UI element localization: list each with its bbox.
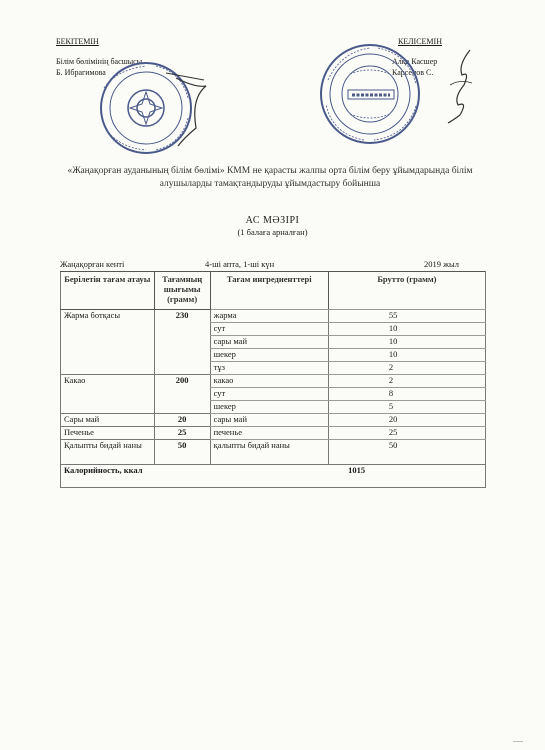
cell-ingredient: сары май bbox=[210, 414, 328, 427]
document-title: АС МӘЗІРІ bbox=[245, 215, 300, 226]
approval-right-position: Алқа Касшер bbox=[392, 57, 438, 66]
cell-ingredient: шекер bbox=[210, 401, 328, 414]
approval-right-heading: КЕЛІСЕМІН bbox=[398, 37, 442, 46]
calorie-label: Калорийность, ккал bbox=[61, 465, 155, 488]
header-brutto: Брутто (грамм) bbox=[328, 272, 485, 310]
header-dish: Берілетін тағам атауы bbox=[61, 272, 155, 310]
cell-yield bbox=[154, 388, 210, 401]
cell-dish bbox=[61, 349, 155, 362]
page-edge-mark bbox=[513, 741, 523, 744]
table-row bbox=[61, 440, 486, 465]
cell-dish: Печенье bbox=[61, 427, 155, 440]
calorie-row bbox=[61, 465, 486, 488]
approval-left-name: Б. Ибрагимова bbox=[56, 68, 106, 77]
cell-brutto: 20 bbox=[328, 414, 485, 427]
cell-dish: Жарма ботқасы bbox=[61, 310, 155, 323]
official-seal-left bbox=[96, 58, 211, 158]
cell-dish: Қалыпты бидай наны bbox=[61, 440, 155, 465]
cell-brutto: 55 bbox=[328, 310, 485, 323]
header-yield: Тағамның шығымы (грамм) bbox=[154, 272, 210, 310]
cell-brutto: 50 bbox=[328, 440, 485, 465]
handwritten-signature bbox=[440, 45, 480, 130]
table-body bbox=[61, 310, 486, 488]
approval-right-name: Карсенов С. bbox=[392, 68, 434, 77]
cell-yield bbox=[154, 401, 210, 414]
cell-yield bbox=[154, 336, 210, 349]
table-row bbox=[61, 323, 486, 336]
approval-left-position: Білім бөлімінің басшысы bbox=[56, 57, 143, 66]
official-seal-right bbox=[316, 40, 426, 148]
cell-ingredient: сары май bbox=[210, 336, 328, 349]
cell-brutto: 10 bbox=[328, 323, 485, 336]
table-row bbox=[61, 388, 486, 401]
cell-yield bbox=[154, 349, 210, 362]
cell-ingredient: сут bbox=[210, 323, 328, 336]
cell-dish bbox=[61, 362, 155, 375]
cell-dish bbox=[61, 323, 155, 336]
header-ingredient: Тағам ингредиенттері bbox=[210, 272, 328, 310]
cell-ingredient: какао bbox=[210, 375, 328, 388]
meta-place: Жаңақорған кенті bbox=[60, 259, 125, 269]
calorie-value: 1015 bbox=[154, 465, 485, 488]
cell-dish bbox=[61, 388, 155, 401]
cell-yield bbox=[154, 323, 210, 336]
document-heading: «Жаңақорған ауданының білім бөлімі» КММ не қарасты жалпы орта білім беру ұйымдарында білім алушыларды тамақтандыруды ұйымдастыру бойынша bbox=[67, 166, 473, 189]
cell-brutto: 10 bbox=[328, 336, 485, 349]
cell-brutto: 8 bbox=[328, 388, 485, 401]
document-subtitle: (1 балаға арналған) bbox=[237, 227, 308, 237]
cell-ingredient: жарма bbox=[210, 310, 328, 323]
cell-ingredient: қалыпты бидай наны bbox=[210, 440, 328, 465]
table-row bbox=[61, 362, 486, 375]
table-row bbox=[61, 427, 486, 440]
cell-dish bbox=[61, 401, 155, 414]
cell-brutto: 2 bbox=[328, 362, 485, 375]
menu-table bbox=[60, 271, 486, 488]
meta-week-day: 4-ші апта, 1-ші күн bbox=[205, 259, 275, 269]
cell-ingredient: сут bbox=[210, 388, 328, 401]
cell-brutto: 25 bbox=[328, 427, 485, 440]
table-row bbox=[61, 401, 486, 414]
cell-yield: 230 bbox=[154, 310, 210, 323]
cell-brutto: 5 bbox=[328, 401, 485, 414]
cell-yield: 25 bbox=[154, 427, 210, 440]
cell-brutto: 10 bbox=[328, 349, 485, 362]
table-row bbox=[61, 336, 486, 349]
cell-ingredient: шекер bbox=[210, 349, 328, 362]
table-header-row bbox=[61, 272, 486, 310]
table-row bbox=[61, 375, 486, 388]
cell-yield: 20 bbox=[154, 414, 210, 427]
cell-yield: 50 bbox=[154, 440, 210, 465]
cell-dish: Какао bbox=[61, 375, 155, 388]
meta-year: 2019 жыл bbox=[424, 259, 459, 269]
cell-ingredient: тұз bbox=[210, 362, 328, 375]
approval-left-heading: БЕКІТЕМІН bbox=[56, 37, 99, 46]
table-row bbox=[61, 414, 486, 427]
cell-yield bbox=[154, 362, 210, 375]
cell-dish bbox=[61, 336, 155, 349]
cell-dish: Сары май bbox=[61, 414, 155, 427]
cell-yield: 200 bbox=[154, 375, 210, 388]
cell-ingredient: печенье bbox=[210, 427, 328, 440]
table-row bbox=[61, 310, 486, 323]
cell-brutto: 2 bbox=[328, 375, 485, 388]
table-row bbox=[61, 349, 486, 362]
